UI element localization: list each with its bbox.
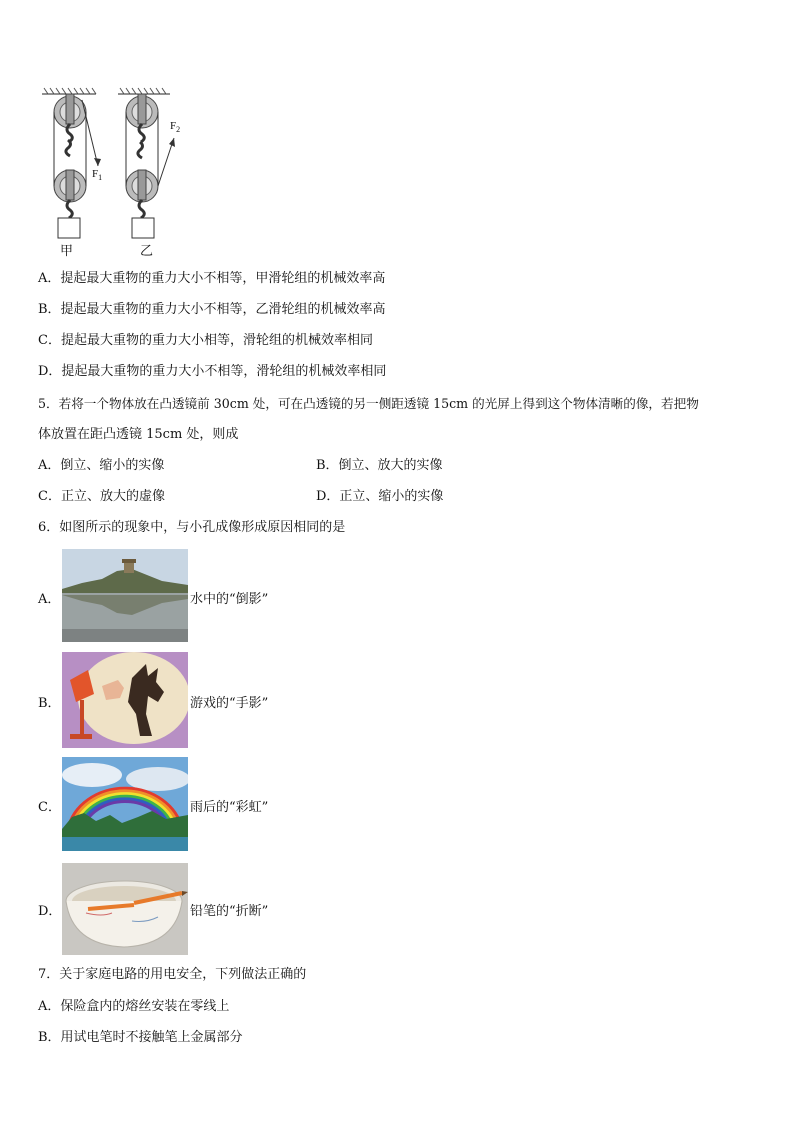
q5-stem-line1: 5．若将一个物体放在凸透镜前 30cm 处，可在凸透镜的另一侧距透镜 15cm 的光屏上得到这个物体清晰的像，若把物 <box>38 396 699 411</box>
q5-option-c: C．正立、放大的虚像 <box>38 489 165 504</box>
force-label-f1: $F_1$ <box>92 168 103 183</box>
q6-option-c-caption: 雨后的“彩虹” <box>190 800 269 815</box>
q6-option-a-caption: 水中的“倒影” <box>190 592 269 607</box>
q5-option-b: B．倒立、放大的实像 <box>316 458 443 473</box>
q4-option-d: D．提起最大重物的重力大小不相等，滑轮组的机械效率相同 <box>38 364 387 379</box>
label-yi: 乙 <box>140 244 154 259</box>
q4-option-a: A．提起最大重物的重力大小不相等，甲滑轮组的机械效率高 <box>38 271 386 286</box>
q6-option-c-letter: C． <box>38 800 61 815</box>
force-label-f2: $F_2$ <box>170 120 181 135</box>
rainbow-photo <box>62 757 188 851</box>
q4-option-c: C．提起最大重物的重力大小相等，滑轮组的机械效率相同 <box>38 333 373 348</box>
q6-option-a-letter: A． <box>38 592 61 607</box>
q5-option-d: D．正立、缩小的实像 <box>316 489 444 504</box>
pencil-bowl-photo <box>62 863 188 955</box>
q5-stem-line2: 体放置在距凸透镜 15cm 处，则成 <box>38 427 239 442</box>
q6-option-b-letter: B． <box>38 696 61 711</box>
q6-option-d-letter: D． <box>38 904 62 919</box>
label-jia: 甲 <box>60 244 74 259</box>
q5-option-a: A．倒立、缩小的实像 <box>38 458 165 473</box>
q6-option-b-caption: 游戏的“手影” <box>190 696 269 711</box>
q4-option-b: B．提起最大重物的重力大小不相等，乙滑轮组的机械效率高 <box>38 302 386 317</box>
reflection-photo <box>62 549 188 642</box>
q7-option-b: B．用试电笔时不接触笔上金属部分 <box>38 1030 243 1045</box>
q6-option-d-caption: 铅笔的“折断” <box>190 904 269 919</box>
q6-stem: 6．如图所示的现象中，与小孔成像形成原因相同的是 <box>38 520 346 535</box>
pulley-diagram <box>36 86 196 261</box>
q7-stem: 7．关于家庭电路的用电安全，下列做法正确的 <box>38 967 307 982</box>
q7-option-a: A．保险盒内的熔丝安装在零线上 <box>38 999 230 1014</box>
hand-shadow-photo <box>62 652 188 748</box>
pulley-figure <box>36 86 196 261</box>
